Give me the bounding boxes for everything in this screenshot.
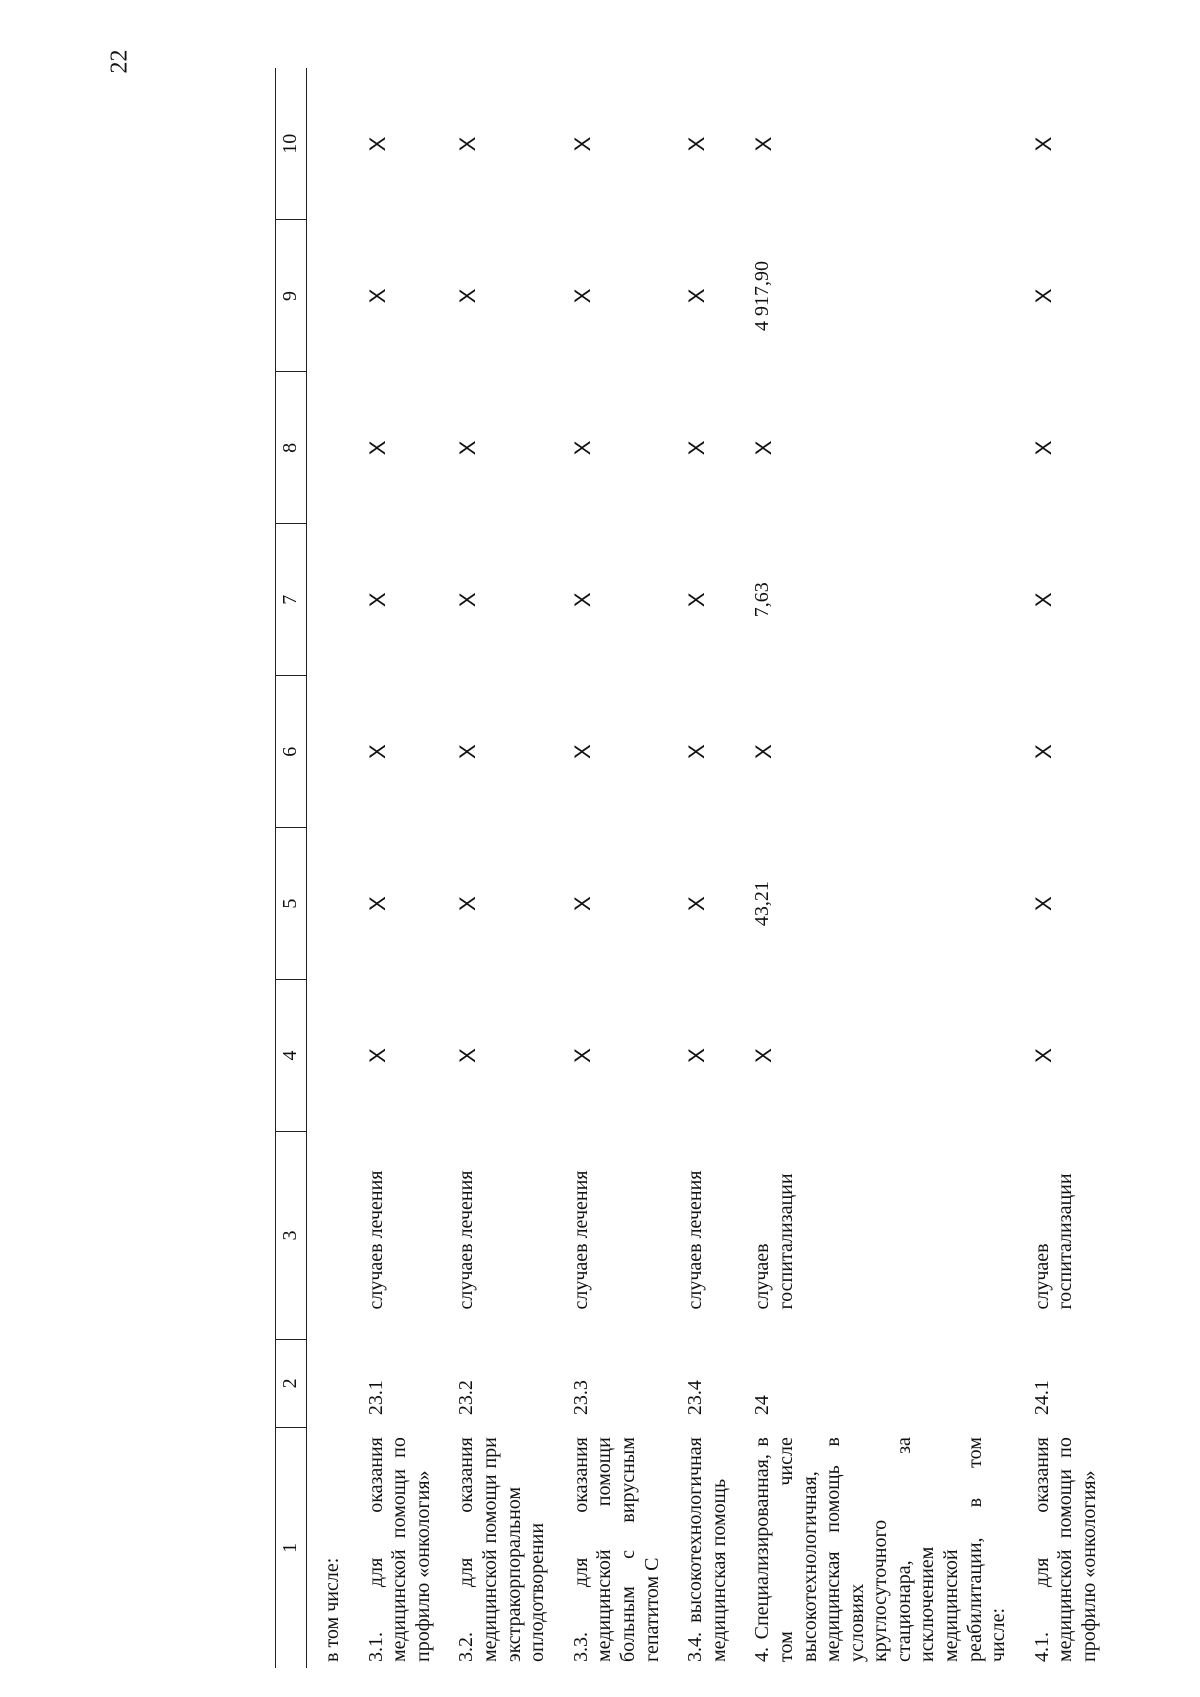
- row-value: Х: [684, 1048, 710, 1063]
- table-row: [556, 68, 670, 1668]
- row-value: Х: [455, 896, 481, 911]
- row-value: Х: [684, 288, 710, 304]
- row-label: 3.2. для оказания медицинской помощи при экстракорпоральном оплодотворении: [455, 1437, 549, 1662]
- row-label: 4.1. для оказания медицинской помощи по профилю «онкология»: [1030, 1437, 1101, 1662]
- row-value: [307, 676, 351, 828]
- row-value: Х: [1030, 1048, 1056, 1063]
- row-value: Х: [364, 136, 390, 152]
- row-value: Х: [569, 744, 595, 760]
- row-code: [307, 1340, 351, 1428]
- col-header: 1: [276, 1427, 307, 1668]
- row-code: 23.4: [684, 1380, 707, 1416]
- row-value: Х: [1030, 592, 1056, 608]
- col-header: 8: [276, 372, 307, 524]
- row-unit: случаев госпитализации: [751, 1173, 797, 1310]
- row-value: 7,63: [751, 582, 774, 618]
- row-code: 23.1: [364, 1380, 387, 1416]
- row-value: Х: [684, 440, 710, 456]
- rotated-table-container: [275, 68, 1200, 1668]
- row-value: Х: [751, 1048, 777, 1063]
- table-body: [307, 68, 1108, 1668]
- row-value: Х: [1030, 136, 1056, 152]
- row-unit: случаев лечения: [364, 1170, 387, 1310]
- table-row: [737, 68, 1017, 1668]
- row-unit: [307, 1132, 351, 1340]
- row-value: Х: [684, 744, 710, 760]
- table-row: [351, 68, 442, 1668]
- row-unit: случаев лечения: [569, 1170, 592, 1310]
- row-value: Х: [569, 1048, 595, 1063]
- row-value: [307, 828, 351, 980]
- row-value: Х: [1030, 440, 1056, 456]
- col-header: 5: [276, 828, 307, 980]
- col-header: 10: [276, 68, 307, 220]
- row-value: Х: [455, 288, 481, 304]
- col-header: 3: [276, 1132, 307, 1340]
- row-value: [307, 68, 351, 220]
- row-value: Х: [364, 744, 390, 760]
- row-label: 3.4. высокотехнологичная медицинская помощь: [684, 1437, 730, 1662]
- row-label: в том числе:: [321, 1557, 343, 1662]
- row-value: Х: [364, 896, 390, 911]
- table-row: [670, 68, 737, 1668]
- table-row: [307, 68, 351, 1668]
- row-value: Х: [569, 288, 595, 304]
- row-value: Х: [455, 592, 481, 608]
- row-value: Х: [684, 136, 710, 152]
- row-value: Х: [364, 592, 390, 608]
- row-value: [307, 524, 351, 676]
- row-value: Х: [364, 1048, 390, 1063]
- row-value: [307, 372, 351, 524]
- row-value: Х: [569, 136, 595, 152]
- row-value: 43,21: [751, 881, 774, 927]
- row-code: 23.2: [455, 1380, 478, 1416]
- col-header: 4: [276, 980, 307, 1132]
- page-number: 22: [106, 49, 133, 74]
- row-label: 3.1. для оказания медицинской помощи по профилю «онкология»: [364, 1437, 434, 1662]
- row-value: Х: [569, 896, 595, 911]
- row-value: Х: [1030, 288, 1056, 304]
- row-value: Х: [684, 592, 710, 608]
- row-code: 24.1: [1030, 1380, 1053, 1416]
- row-value: Х: [569, 592, 595, 608]
- col-header: 2: [276, 1340, 307, 1428]
- row-code: 23.3: [569, 1380, 592, 1416]
- row-value: Х: [364, 288, 390, 304]
- column-number-header: [276, 68, 307, 1668]
- row-label: 3.3. для оказания медицинской помощи больным с вирусным гепатитом С: [569, 1437, 663, 1662]
- row-value: [307, 980, 351, 1132]
- row-value: Х: [751, 744, 777, 760]
- row-value: Х: [455, 744, 481, 760]
- table-row: [441, 68, 555, 1668]
- row-value: Х: [751, 440, 777, 456]
- row-value: 4 917,90: [751, 260, 774, 331]
- row-value: Х: [1030, 896, 1056, 911]
- table-row: [1017, 68, 1108, 1668]
- row-value: Х: [364, 440, 390, 456]
- row-value: Х: [569, 440, 595, 456]
- row-value: Х: [455, 136, 481, 152]
- row-unit: случаев лечения: [684, 1170, 707, 1310]
- row-value: Х: [1030, 744, 1056, 760]
- row-value: Х: [684, 896, 710, 911]
- col-header: 6: [276, 676, 307, 828]
- row-label: 4. Специализированная, в том числе высокотехнологичная, медицинская помощь в условиях круглосуточного стационара, за исключением медицинской реабилитации, в том числе:: [751, 1437, 1010, 1662]
- row-unit: случаев госпитализации: [1030, 1173, 1077, 1310]
- row-value: [307, 220, 351, 372]
- row-value: Х: [455, 440, 481, 456]
- row-value: Х: [751, 136, 777, 152]
- col-header: 7: [276, 524, 307, 676]
- row-unit: случаев лечения: [455, 1170, 478, 1310]
- row-value: Х: [455, 1048, 481, 1063]
- data-table: [275, 68, 1108, 1668]
- row-code: 24: [751, 1395, 774, 1416]
- col-header: 9: [276, 220, 307, 372]
